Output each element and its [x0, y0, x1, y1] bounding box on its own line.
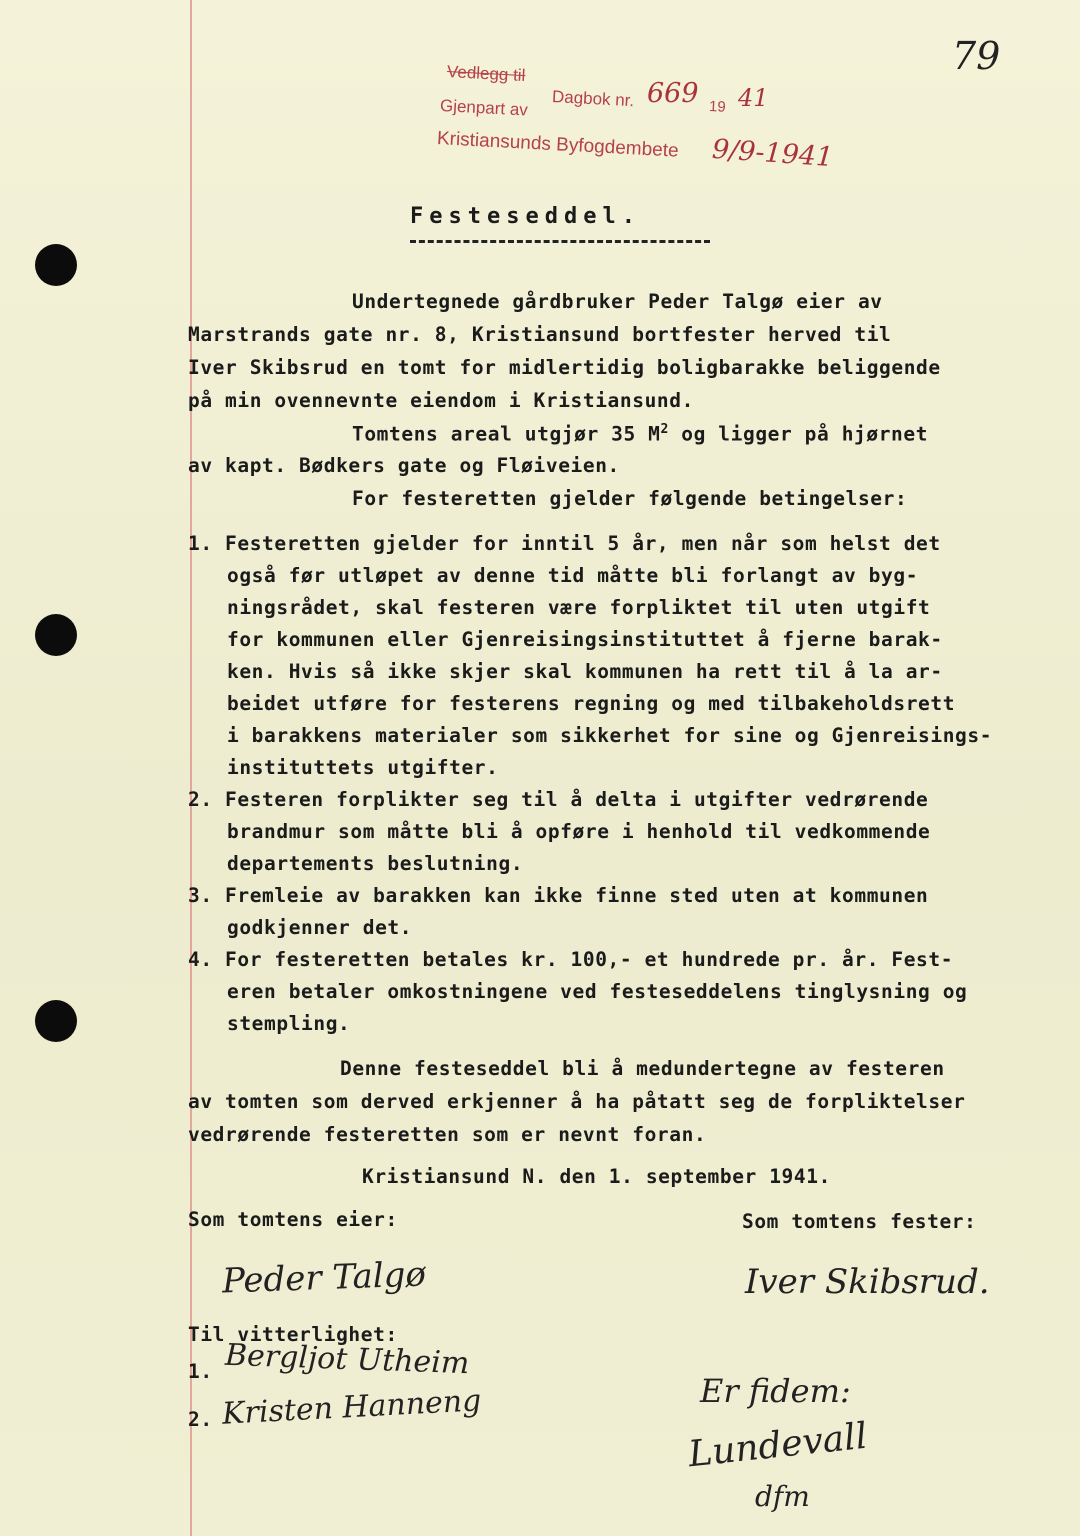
- witness-1-signature: Bergljot Utheim: [224, 1337, 470, 1382]
- condition-line: ken. Hvis så ikke skjer skal kommunen ha rett til å la ar-: [227, 660, 943, 683]
- condition-line: eren betaler omkostningene ved festeseddelens tinglysning og: [227, 980, 968, 1003]
- body-line: av tomten som derved erkjenner å ha påtatt seg de forpliktelser: [188, 1090, 966, 1113]
- area-superscript: 2: [660, 422, 669, 437]
- body-line: [352, 422, 928, 446]
- condition-item-4: 4. For festeretten betales kr. 100,- et hundrede pr. år. Fest-: [188, 948, 954, 971]
- punch-hole: [35, 1000, 77, 1042]
- witness-2-signature: Kristen Hanneng: [221, 1383, 483, 1432]
- owner-label: Som tomtens eier:: [188, 1208, 398, 1231]
- condition-line: ningsrådet, skal festeren være forpliktet til uten utgift: [227, 596, 931, 619]
- area-text: Tomtens areal utgjør 35 M: [352, 422, 661, 446]
- condition-line: også før utløpet av denne tid måtte bli forlangt av byg-: [227, 564, 919, 587]
- condition-line: for kommunen eller Gjenreisingsinstituttet å fjerne barak-: [227, 628, 943, 651]
- attest-signature: Lundevall: [686, 1415, 870, 1476]
- condition-line: beidet utføre for festerens regning og med tilbakeholdsrett: [227, 692, 956, 715]
- tenant-label: Som tomtens fester:: [742, 1210, 977, 1233]
- stamp-line-struck: Vedlegg til: [446, 62, 526, 86]
- title-underline: [410, 240, 710, 243]
- body-line: vedrørende festeretten som er nevnt foran.: [188, 1123, 707, 1146]
- body-line: For festeretten gjelder følgende betingelser:: [352, 487, 908, 510]
- stamp-office: Kristiansunds Byfogdembete: [436, 128, 680, 162]
- attest-label: Er fidem:: [700, 1372, 851, 1410]
- body-line: Denne festeseddel bli å medundertegne av festeren: [340, 1057, 945, 1080]
- stamp-year-suffix: 41: [738, 84, 769, 112]
- condition-item-1: 1. Festeretten gjelder for inntil 5 år, men når som helst det: [188, 532, 941, 555]
- punch-hole: [35, 244, 77, 286]
- punch-hole: [35, 614, 77, 656]
- dagbok-number: 669: [647, 78, 699, 109]
- stamp-handwritten-date: 9/9-1941: [711, 133, 835, 174]
- condition-line: godkjenner det.: [227, 916, 413, 939]
- body-line: Undertegnede gårdbruker Peder Talgø eier av: [352, 290, 883, 313]
- condition-line: i barakkens materialer som sikkerhet for sine og Gjenreisings-: [227, 724, 993, 747]
- area-text-cont: og ligger på hjørnet: [668, 422, 929, 446]
- tenant-signature: Iver Skibsrud.: [745, 1262, 990, 1302]
- condition-item-2: 2. Festeren forplikter seg til å delta i utgifter vedrørende: [188, 788, 929, 811]
- body-line: Marstrands gate nr. 8, Kristiansund bortfester herved til: [188, 323, 892, 346]
- attest-title: dfm: [755, 1480, 810, 1513]
- condition-line: stempling.: [227, 1012, 351, 1035]
- body-line: på min ovennevnte eiendom i Kristiansund.: [188, 389, 694, 412]
- witness-number-2: 2.: [188, 1408, 213, 1431]
- margin-rule: [190, 0, 192, 1536]
- witness-label: Til vitterlighet:: [188, 1323, 398, 1346]
- page-number: 79: [952, 34, 1001, 78]
- stamp-year-prefix: 19: [708, 98, 727, 116]
- document-title: Festeseddel.: [410, 204, 641, 229]
- condition-line: brandmur som måtte bli å opføre i henhold til vedkommende: [227, 820, 931, 843]
- place-and-date: Kristiansund N. den 1. september 1941.: [362, 1165, 831, 1188]
- condition-line: instituttets utgifter.: [227, 756, 499, 779]
- condition-line: departements beslutning.: [227, 852, 524, 875]
- witness-number-1: 1.: [188, 1360, 213, 1383]
- stamp-copy-label: Gjenpart av: [439, 96, 529, 120]
- body-line: av kapt. Bødkers gate og Fløiveien.: [188, 454, 620, 477]
- owner-signature: Peder Talgø: [221, 1254, 427, 1302]
- body-line: Iver Skibsrud en tomt for midlertidig boligbarakke beliggende: [188, 356, 941, 379]
- condition-item-3: 3. Fremleie av barakken kan ikke finne sted uten at kommunen: [188, 884, 929, 907]
- stamp-dagbok-label: Dagbok nr.: [551, 87, 635, 111]
